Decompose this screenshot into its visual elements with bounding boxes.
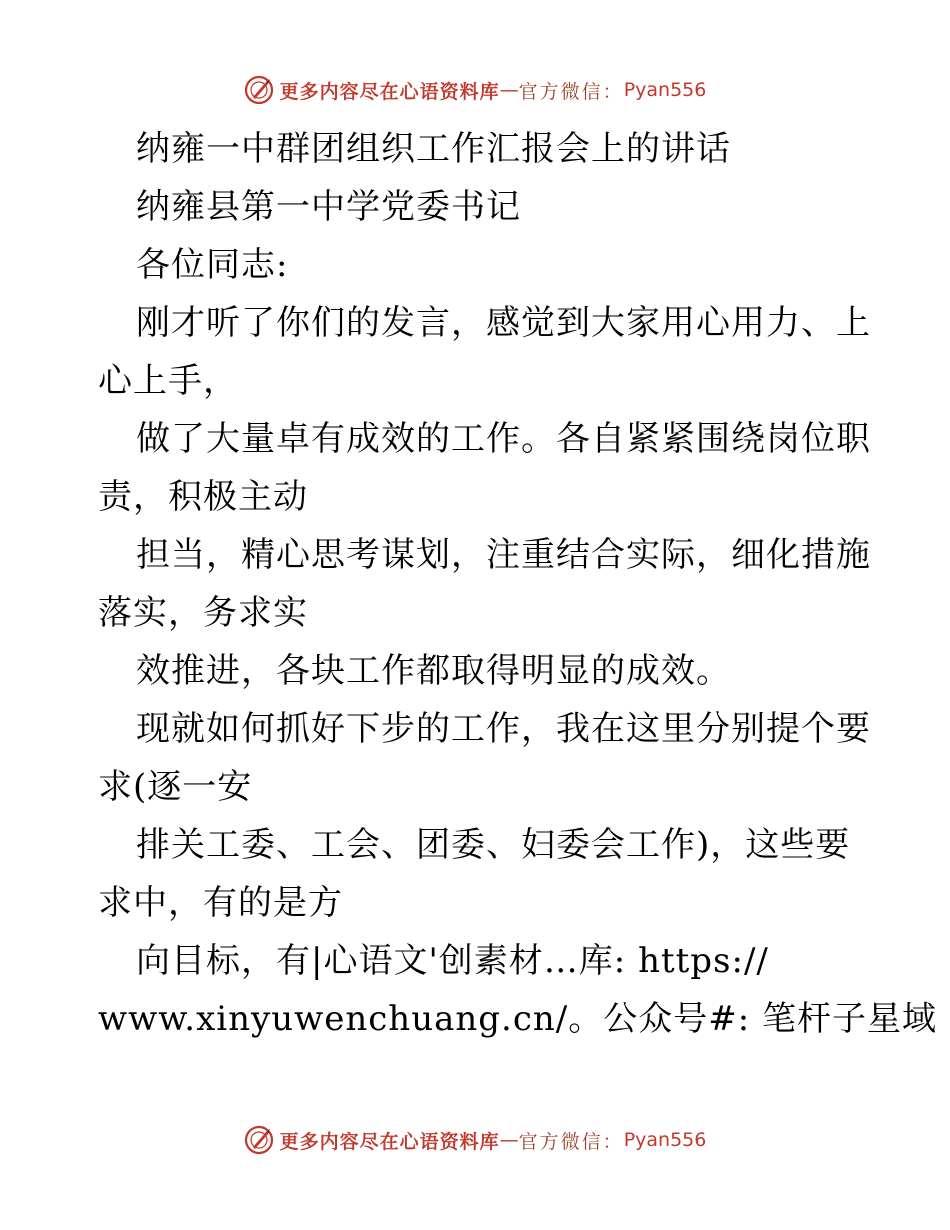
banner-main-text: 更多内容尽在心语资料库 — [279, 1130, 500, 1153]
footer-banner — [0, 1120, 950, 1160]
document-author: 纳雍县第一中学党委书记 — [136, 187, 521, 227]
banner-separator: — — [499, 79, 519, 101]
paragraph-line: 求中，有的是方 — [98, 883, 343, 923]
quill-pen-logo-icon — [244, 75, 274, 105]
banner-wechat-label: 官方微信： — [518, 1130, 624, 1153]
paragraph-line: 排关工委、工会、团委、妇委会工作)，这些要 — [136, 825, 851, 865]
quill-pen-logo-icon — [244, 1125, 274, 1155]
banner-wechat-id: Pyan556 — [623, 1129, 707, 1151]
banner-main-text: 更多内容尽在心语资料库 — [279, 80, 500, 103]
banner-wechat-label: 官方微信： — [518, 80, 624, 103]
paragraph-line: 刚才听了你们的发言，感觉到大家用心用力、上 — [136, 303, 871, 343]
paragraph-line: 现就如何抓好下步的工作，我在这里分别提个要 — [136, 709, 871, 749]
paragraph-line: 落实，务求实 — [98, 593, 308, 633]
paragraph-line: 效推进，各块工作都取得明显的成效。 — [136, 651, 731, 691]
document-body — [98, 120, 937, 1048]
banner-wechat-id: Pyan556 — [623, 79, 707, 101]
paragraph-line: 求(逐一安 — [98, 767, 253, 807]
paragraph-line: 心上手， — [98, 361, 238, 401]
banner-separator: — — [499, 1129, 519, 1151]
paragraph-line: 担当，精心思考谋划，注重结合实际，细化措施 — [136, 535, 871, 575]
paragraph-line: 向目标，有|心语文'创素材…库: https:// — [136, 941, 769, 981]
paragraph-line: 责，积极主动 — [98, 477, 308, 517]
header-banner — [0, 70, 950, 110]
document-title: 纳雍一中群团组织工作汇报会上的讲话 — [136, 129, 731, 169]
paragraph-line: 做了大量卓有成效的工作。各自紧紧围绕岗位职 — [136, 419, 871, 459]
document-salutation: 各位同志: — [136, 245, 289, 285]
paragraph-line: www.xinyuwenchuang.cn/。公众号#: 笔杆子星域 — [98, 999, 937, 1039]
